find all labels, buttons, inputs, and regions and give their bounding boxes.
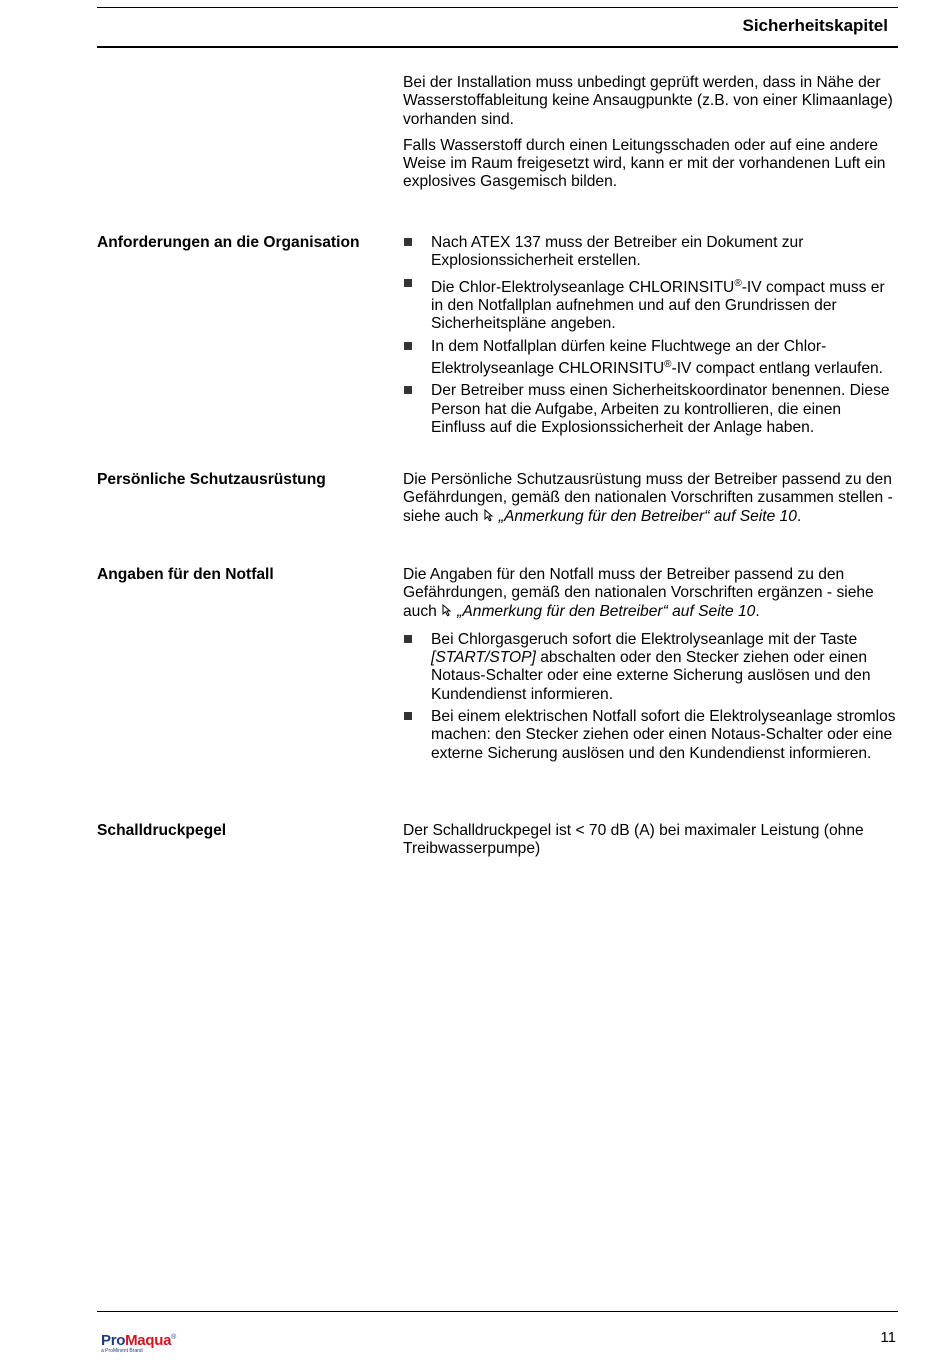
list-item-text: Bei Chlorgasgeruch sofort die Elektrolyseanlage mit der Taste [431,630,858,648]
noise-block [403,822,898,859]
bullet-square-icon [404,635,412,643]
list-item-text: Nach ATEX 137 muss der Betreiber ein Dokument zur Explosionssicherheit erstellen. [431,234,804,270]
bullet-square-icon [404,238,412,246]
organisation-block [403,234,898,441]
registered-mark: ® [734,277,742,289]
promaqua-logo [101,1330,176,1354]
emergency-text: Die Angaben für den Notfall muss der Betreiber passend zu den Gefährdungen, gemäß den nationalen Vorschriften ergänzen - siehe auch [403,566,874,620]
cross-reference-icon [483,508,497,522]
logo-maqua: Maqua [125,1332,172,1349]
intro-paragraph: Bei der Installation muss unbedingt geprüft werden, dass in Nähe der Wasserstoffableitung keine Ansaugpunkte (z.B. von einer Klimaanlage) vorhanden sind. [403,74,893,128]
registered-mark: ® [664,358,672,370]
header-rule-top [97,7,898,8]
cross-reference-link[interactable]: „Anmerkung für den Betreiber“ auf Seite 10 [498,507,797,525]
list-item [403,708,898,763]
list-item [403,275,898,334]
ppe-end: . [796,507,802,525]
page-header-title: Sicherheitskapitel [742,16,888,35]
bullet-square-icon [404,342,412,350]
logo-registered-mark: ® [171,1334,176,1341]
cross-reference-icon [441,603,455,617]
list-item-text: -IV compact entlang verlaufen. [671,360,883,378]
section-label-ppe: Persönliche Schutzausrüstung [97,471,326,488]
key-label-start-stop: [START/STOP] [431,649,536,667]
emergency-paragraph [403,566,898,621]
header-rule-bottom [97,46,898,48]
bullet-square-icon [404,712,412,720]
list-item [403,631,898,704]
section-label-noise: Schalldruckpegel [97,822,227,839]
ppe-block [403,471,898,526]
list-item-text: Der Betreiber muss einen Sicherheitskoordinator benennen. Diese Person hat die Aufgabe, Arbeiten zu kontrollieren, die einen Einfluss auf die Explosionssicherheit der Anlage haben. [431,382,890,437]
list-item [403,338,898,379]
organisation-list [403,234,898,437]
list-item-text: -IV compact muss er in den Notfallplan aufnehmen und auf den Grundrissen der Sicherheitspläne angeben. [431,278,885,333]
emergency-end: . [755,602,760,620]
list-item-text: Die Chlor-Elektrolyseanlage CHLORINSITU [431,278,735,296]
emergency-block [403,566,898,767]
list-item-text: Bei einem elektrischen Notfall sofort die Elektrolyseanlage stromlos machen: den Stecker ziehen oder einen Notaus-Schalter oder eine externe Sicherung auslösen und den Kundendienst informieren. [431,708,896,762]
footer-rule [97,1311,898,1312]
list-item-text: In dem Notfallplan dürfen keine Fluchtwege an der Chlor-Elektrolyseanlage CHLORINSITU [431,337,827,378]
ppe-text: Die Persönliche Schutzausrüstung muss der Betreiber passend zu den Gefährdungen, gemäß den nationalen Vorschriften zusammen stellen - siehe auch [403,471,893,525]
logo-pro: Pro [101,1332,126,1349]
intro-block [403,74,898,192]
bullet-square-icon [404,386,412,394]
cross-reference-link[interactable]: „Anmerkung für den Betreiber“ auf Seite 10 [457,602,756,620]
logo-tagline: a ProMinent Brand [101,1348,143,1354]
list-item [403,234,898,271]
list-item-text: abschalten oder den Stecker ziehen oder einen Notaus-Schalter oder eine externe Sicherung auslösen und den Kundendienst informieren. [431,649,871,703]
intro-paragraph: Falls Wasserstoff durch einen Leitungsschaden oder auf eine andere Weise im Raum freigesetzt wird, kann er mit der vorhandenen Luft ein explosives Gasgemisch bilden. [403,136,886,191]
ppe-paragraph [403,471,898,526]
bullet-square-icon [404,279,412,287]
page-number: 11 [880,1329,896,1346]
emergency-list [403,631,898,763]
section-label-emergency: Angaben für den Notfall [97,566,274,583]
noise-paragraph: Der Schalldruckpegel ist < 70 dB (A) bei maximaler Leistung (ohne Treibwasserpumpe) [403,822,864,858]
list-item [403,382,898,437]
section-label-organisation: Anforderungen an die Organisation [97,234,360,251]
